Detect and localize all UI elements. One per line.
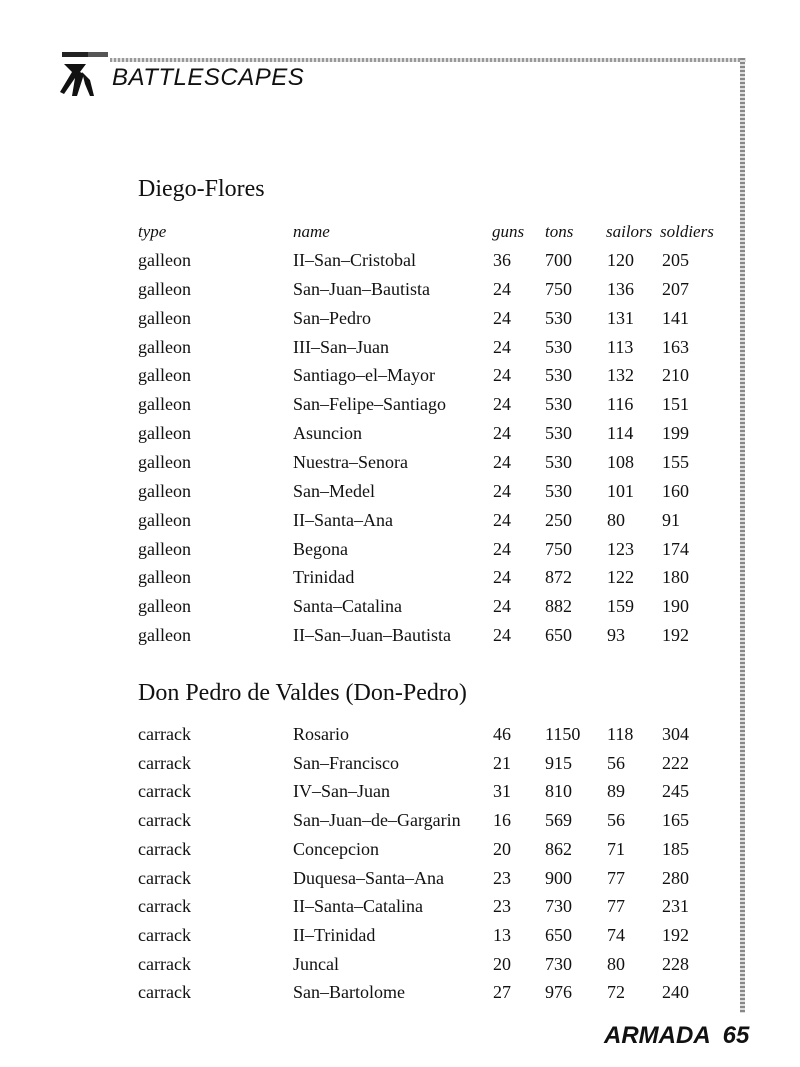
cell-sailors: 159 (607, 596, 634, 617)
cell-tons: 650 (545, 924, 572, 945)
cell-soldiers: 240 (662, 982, 689, 1003)
cell-soldiers: 231 (662, 896, 689, 917)
cell-tons: 872 (545, 567, 572, 588)
cell-sailors: 131 (607, 307, 634, 328)
cell-type: galleon (138, 625, 191, 646)
cell-guns: 13 (493, 924, 511, 945)
table-row (0, 337, 740, 365)
cell-name: II–Trinidad (293, 924, 376, 945)
table-row (0, 868, 740, 896)
cell-guns: 20 (493, 838, 511, 859)
table-row (0, 510, 740, 538)
cell-tons: 530 (545, 336, 572, 357)
cell-type: galleon (138, 423, 191, 444)
table-row (0, 567, 740, 595)
cell-name: Trinidad (293, 567, 355, 588)
cell-guns: 24 (493, 596, 511, 617)
section-title: Don Pedro de Valdes (Don-Pedro) (138, 680, 467, 706)
cell-soldiers: 304 (662, 724, 689, 744)
cell-sailors: 136 (607, 278, 634, 299)
table-row (0, 724, 740, 752)
cell-sailors: 123 (607, 538, 634, 559)
cell-guns: 24 (493, 423, 511, 444)
cell-name: Santa–Catalina (293, 596, 402, 617)
cell-soldiers: 155 (662, 451, 689, 472)
cell-name: Rosario (293, 724, 349, 744)
cell-name: Juncal (293, 953, 339, 974)
cell-tons: 530 (545, 423, 572, 444)
cell-type: galleon (138, 365, 191, 386)
cell-guns: 24 (493, 307, 511, 328)
header-title: BATTLESCAPES (112, 64, 305, 91)
cell-name: II–San–Juan–Bautista (293, 625, 451, 646)
cell-name: San–Juan–de–Gargarin (293, 810, 461, 831)
cell-sailors: 77 (607, 896, 625, 917)
cell-soldiers: 91 (662, 509, 680, 530)
cell-soldiers: 222 (662, 752, 689, 773)
cell-tons: 569 (545, 810, 572, 831)
cell-sailors: 56 (607, 810, 625, 831)
cell-type: galleon (138, 278, 191, 299)
cell-sailors: 56 (607, 752, 625, 773)
cell-soldiers: 165 (662, 810, 689, 831)
table-row (0, 423, 740, 451)
cell-tons: 900 (545, 867, 572, 888)
cell-type: galleon (138, 538, 191, 559)
cell-name: III–San–Juan (293, 336, 389, 357)
cell-tons: 250 (545, 509, 572, 530)
table-row (0, 279, 740, 307)
cell-tons: 862 (545, 838, 572, 859)
cell-soldiers: 228 (662, 953, 689, 974)
cell-name: San–Bartolome (293, 982, 405, 1003)
cell-sailors: 72 (607, 982, 625, 1003)
cell-guns: 23 (493, 867, 511, 888)
column-header-type: type (138, 222, 167, 241)
page-number: 65 (722, 1022, 750, 1049)
table-row (0, 394, 740, 422)
cell-guns: 24 (493, 538, 511, 559)
header-rule (110, 58, 746, 62)
cell-tons: 882 (545, 596, 572, 617)
cell-tons: 730 (545, 896, 572, 917)
cell-sailors: 80 (607, 509, 625, 530)
cell-type: galleon (138, 480, 191, 501)
cell-type: carrack (138, 867, 191, 888)
cell-guns: 23 (493, 896, 511, 917)
table-row (0, 596, 740, 624)
cell-sailors: 120 (607, 250, 634, 270)
cell-sailors: 132 (607, 365, 634, 386)
cell-type: carrack (138, 953, 191, 974)
cell-type: galleon (138, 394, 191, 415)
cell-guns: 21 (493, 752, 511, 773)
battlescapes-logo-icon (58, 50, 110, 102)
table-row (0, 781, 740, 809)
cell-name: San–Medel (293, 480, 375, 501)
cell-sailors: 116 (607, 394, 634, 415)
cell-tons: 530 (545, 394, 572, 415)
cell-name: Santiago–el–Mayor (293, 365, 435, 386)
cell-soldiers: 210 (662, 365, 689, 386)
cell-type: carrack (138, 781, 191, 802)
cell-sailors: 80 (607, 953, 625, 974)
cell-soldiers: 192 (662, 625, 689, 646)
cell-name: Concepcion (293, 838, 379, 859)
cell-name: II–Santa–Catalina (293, 896, 423, 917)
cell-guns: 36 (493, 250, 511, 270)
cell-name: Asuncion (293, 423, 362, 444)
cell-type: galleon (138, 451, 191, 472)
page-border (740, 58, 745, 1013)
table-row (0, 481, 740, 509)
table-row (0, 308, 740, 336)
column-header-name: name (293, 222, 330, 241)
table-header (0, 222, 740, 250)
cell-type: carrack (138, 924, 191, 945)
cell-sailors: 114 (607, 423, 634, 444)
cell-type: carrack (138, 724, 191, 744)
cell-sailors: 118 (607, 724, 634, 744)
cell-type: galleon (138, 307, 191, 328)
cell-soldiers: 190 (662, 596, 689, 617)
cell-sailors: 71 (607, 838, 625, 859)
cell-guns: 24 (493, 480, 511, 501)
cell-tons: 650 (545, 625, 572, 646)
cell-guns: 24 (493, 278, 511, 299)
cell-type: carrack (138, 752, 191, 773)
cell-guns: 24 (493, 451, 511, 472)
cell-tons: 750 (545, 538, 572, 559)
cell-guns: 24 (493, 365, 511, 386)
cell-tons: 976 (545, 982, 572, 1003)
cell-type: galleon (138, 509, 191, 530)
table-row (0, 250, 740, 278)
cell-name: Begona (293, 538, 348, 559)
cell-soldiers: 163 (662, 336, 689, 357)
cell-type: galleon (138, 336, 191, 357)
table-row (0, 982, 740, 1010)
footer-title: ARMADA (604, 1022, 711, 1049)
cell-tons: 530 (545, 451, 572, 472)
cell-name: San–Felipe–Santiago (293, 394, 446, 415)
cell-soldiers: 207 (662, 278, 689, 299)
column-header-soldiers: soldiers (660, 222, 714, 241)
cell-tons: 915 (545, 752, 572, 773)
cell-name: San–Pedro (293, 307, 371, 328)
table-row (0, 625, 740, 653)
table-row (0, 810, 740, 838)
cell-guns: 31 (493, 781, 511, 802)
table-row (0, 925, 740, 953)
cell-guns: 24 (493, 509, 511, 530)
cell-name: Nuestra–Senora (293, 451, 408, 472)
cell-soldiers: 199 (662, 423, 689, 444)
table-row (0, 753, 740, 781)
cell-soldiers: 180 (662, 567, 689, 588)
cell-soldiers: 160 (662, 480, 689, 501)
cell-tons: 530 (545, 480, 572, 501)
cell-name: San–Francisco (293, 752, 399, 773)
cell-sailors: 74 (607, 924, 625, 945)
cell-type: galleon (138, 567, 191, 588)
cell-guns: 46 (493, 724, 511, 744)
column-header-sailors: sailors (606, 222, 653, 241)
cell-sailors: 101 (607, 480, 634, 501)
table-row (0, 954, 740, 982)
cell-name: IV–San–Juan (293, 781, 390, 802)
cell-sailors: 89 (607, 781, 625, 802)
cell-guns: 27 (493, 982, 511, 1003)
column-header-tons: tons (545, 222, 574, 241)
table-row (0, 452, 740, 480)
cell-tons: 530 (545, 365, 572, 386)
cell-type: carrack (138, 810, 191, 831)
cell-soldiers: 174 (662, 538, 689, 559)
cell-soldiers: 185 (662, 838, 689, 859)
cell-tons: 530 (545, 307, 572, 328)
cell-sailors: 108 (607, 451, 634, 472)
cell-guns: 20 (493, 953, 511, 974)
table-row (0, 896, 740, 924)
cell-type: galleon (138, 250, 191, 270)
cell-type: galleon (138, 596, 191, 617)
table-row (0, 365, 740, 393)
cell-soldiers: 245 (662, 781, 689, 802)
cell-sailors: 93 (607, 625, 625, 646)
cell-name: San–Juan–Bautista (293, 278, 430, 299)
cell-guns: 24 (493, 567, 511, 588)
cell-name: Duquesa–Santa–Ana (293, 867, 444, 888)
cell-type: carrack (138, 982, 191, 1003)
cell-guns: 24 (493, 394, 511, 415)
page-footer (604, 1022, 749, 1050)
cell-soldiers: 205 (662, 250, 689, 270)
cell-type: carrack (138, 896, 191, 917)
cell-name: II–Santa–Ana (293, 509, 393, 530)
cell-name: II–San–Cristobal (293, 250, 416, 270)
cell-soldiers: 192 (662, 924, 689, 945)
cell-sailors: 122 (607, 567, 634, 588)
cell-type: carrack (138, 838, 191, 859)
cell-guns: 24 (493, 625, 511, 646)
cell-tons: 730 (545, 953, 572, 974)
table-row (0, 839, 740, 867)
column-header-guns: guns (492, 222, 525, 241)
section-title: Diego-Flores (138, 176, 265, 202)
cell-tons: 810 (545, 781, 572, 802)
cell-guns: 24 (493, 336, 511, 357)
cell-soldiers: 141 (662, 307, 689, 328)
cell-tons: 1150 (545, 724, 581, 744)
cell-soldiers: 280 (662, 867, 689, 888)
cell-sailors: 77 (607, 867, 625, 888)
cell-tons: 700 (545, 250, 572, 270)
cell-guns: 16 (493, 810, 511, 831)
cell-soldiers: 151 (662, 394, 689, 415)
cell-tons: 750 (545, 278, 572, 299)
cell-sailors: 113 (607, 336, 634, 357)
table-row (0, 539, 740, 567)
